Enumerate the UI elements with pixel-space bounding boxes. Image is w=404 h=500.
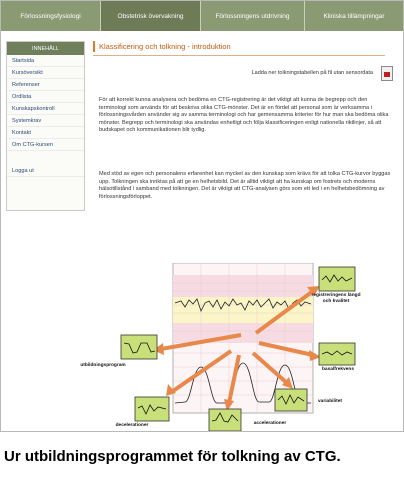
thumb-bottom-center bbox=[209, 409, 241, 431]
pdf-download-link[interactable]: Ladda ner tolkningstabellen på fil utan sensordata bbox=[251, 70, 373, 76]
sidebar-item-om-kursen[interactable]: Om CTG-kursen bbox=[7, 139, 84, 151]
page-title: Klassificering och tolkning - introduktion bbox=[99, 42, 231, 51]
sidebar-item-kontakt[interactable]: Kontakt bbox=[7, 127, 84, 139]
label-bottom-center: accelerationer bbox=[253, 421, 287, 426]
top-tab-bar bbox=[1, 1, 403, 31]
thumb-mid-right bbox=[319, 343, 355, 365]
label-bottom-left: decelerationer bbox=[115, 423, 149, 428]
sidebar-item-systemkrav[interactable]: Systemkrav bbox=[7, 115, 84, 127]
sidebar-item-startsida[interactable]: Startsida bbox=[7, 55, 84, 67]
thumb-bottom-right bbox=[275, 389, 307, 411]
pdf-icon[interactable] bbox=[381, 66, 393, 81]
thumb-top-right bbox=[319, 267, 355, 291]
ctg-band-lower bbox=[173, 323, 313, 343]
intro-paragraph-2: Med stöd av egen och personalens erfarenhet kan mycket av den kunskap som krävs för att tolka CTG-kurvor byggas upp. Tolkningen ska inriktas på att ge en helhetsbild. Det är alltid viktigt att ha kunskap om fostrets och moderns hälsotillstånd i samband med tolkningen. Det är viktigt att CTG-analysen görs som ett led i en helhetsbedömning av förlossningsförloppet. bbox=[99, 171, 391, 200]
label-left: utbildningsprogram bbox=[80, 363, 126, 368]
thumb-left bbox=[121, 335, 157, 359]
title-divider bbox=[93, 55, 385, 56]
tab-fysiologi[interactable]: Förlossningsfysiologi bbox=[1, 1, 101, 31]
sidebar-heading: INNEHÅLL bbox=[7, 42, 84, 55]
ctg-figure bbox=[81, 263, 371, 432]
label-top-right: registreringens längd och kvalitet bbox=[311, 293, 361, 304]
intro-paragraph-1: För att korrekt kunna analysera och bedöma en CTG-registrering är det viktigt att kunna de begrepp och den terminologi som används för att beskriva olika CTG-mönster. Det är en fördel att personal som är verksamma i förlossningsvården använder sig av samma terminologi och har gemensamma kriterier för hur man ska bedöma olika mönster. Begrepp och terminologi ska användas enhetligt och följa klassificeringen enligt nationella riktlinjer, så att budskapet och kommunikationen blir tydlig. bbox=[99, 97, 389, 134]
main-content bbox=[93, 39, 399, 200]
tab-overvakning[interactable]: Obstetrisk övervakning bbox=[101, 1, 201, 31]
ctg-band-normal bbox=[173, 297, 313, 323]
thumb-bottom-left bbox=[135, 397, 169, 421]
pdf-download-row bbox=[153, 65, 393, 81]
ctg-band-upper bbox=[173, 275, 313, 297]
ctg-illustration bbox=[81, 263, 371, 432]
title-row bbox=[93, 39, 399, 54]
figure-caption: Ur utbildningsprogrammet för tolkning av CTG. bbox=[4, 448, 341, 465]
tab-tillampningar[interactable]: Kliniska tillämpningar bbox=[323, 12, 385, 20]
sidebar bbox=[6, 41, 85, 211]
label-bottom-right: variabilitet bbox=[318, 399, 342, 404]
title-accent-bar bbox=[93, 41, 95, 52]
sidebar-item-ordlista[interactable]: Ordlista bbox=[7, 91, 84, 103]
label-mid-right: basalfrekvens bbox=[322, 367, 354, 372]
sidebar-item-referenser[interactable]: Referenser bbox=[7, 79, 84, 91]
sidebar-item-kunskapskontroll[interactable]: Kunskapskontroll bbox=[7, 103, 84, 115]
sidebar-item-kursoversikt[interactable]: Kursöversikt bbox=[7, 67, 84, 79]
tab-utdrivning[interactable]: Förlossningens utdrivning bbox=[201, 1, 305, 31]
sidebar-item-logga-ut[interactable]: Logga ut bbox=[7, 165, 84, 177]
